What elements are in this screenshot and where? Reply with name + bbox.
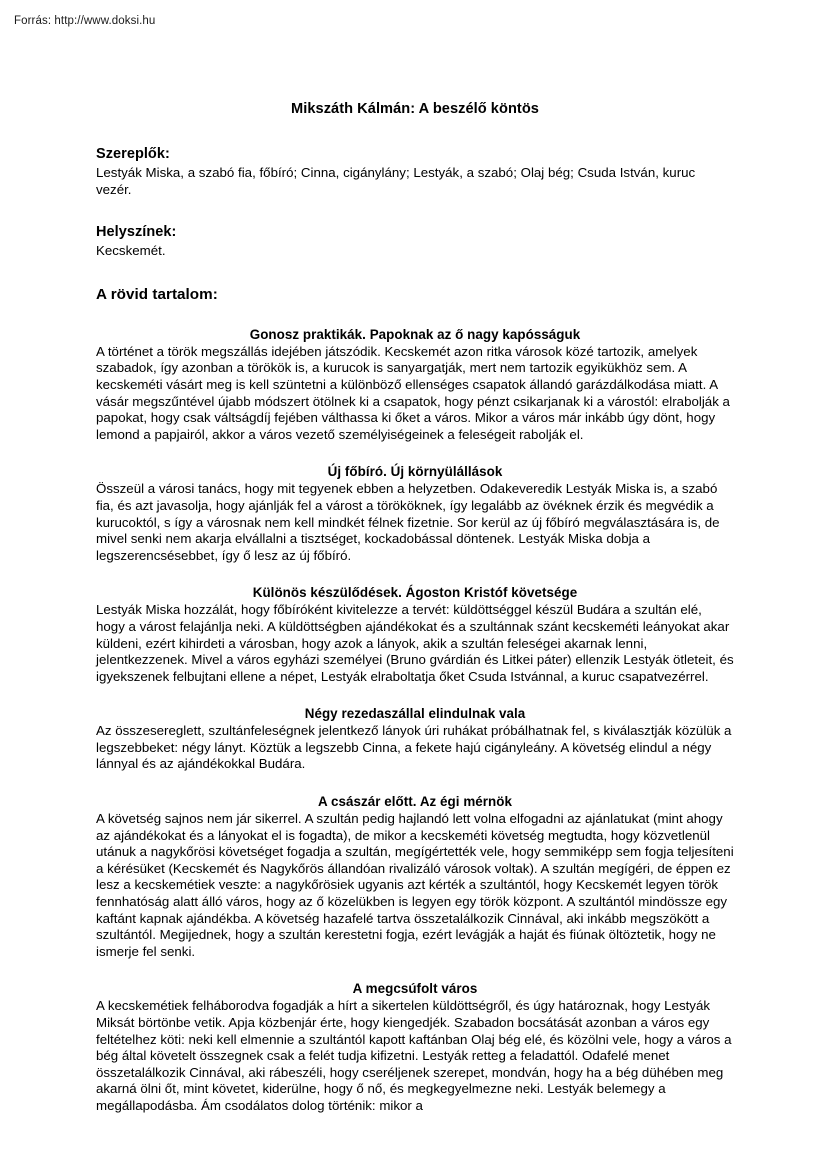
chapter-title: Új főbíró. Új környülállások: [327, 464, 503, 480]
chapter-title: A császár előtt. Az égi mérnök: [318, 794, 512, 810]
chapter-body: A történet a török megszállás idejében játszódik. Kecskemét azon ritka városok közé tartozik, amelyek szabadok, így azonban a törökök is, a kurucok is sanyargatják, mert nem tartozik egyikükhöz sem. A kecskeméti vásárt meg is kell szüntetni a különböző ellenséges csapatok állandó garázdálkodása miatt. A vásár megszűntével újabb módszert ötölnek ki a csapatok, hogy pénzt csikarjanak ki a várostól: elrabolják a papokat, hogy csak váltságdíj fejében válthassa ki őket a város. Mikor a város már inkább úgy dönt, hogy lemond a papjairól, akkor a város vezető személyiségeinek a feleségeit rabolják el.: [96, 343, 730, 442]
document-content: [96, 96, 734, 1115]
chapter-section: [96, 463, 734, 564]
chapter-body: Az összesereglett, szultánfeleségnek jelentkező lányok úri ruhákat próbálhatnak fel, s kiválasztják közülük a legszebbeket: négy lányt. Köztük a legszebb Cinna, a fekete hajú cigányleány. A követség elindul a négy lánnyal és az ajándékokkal Budára.: [96, 723, 732, 772]
chapter-body: Lestyák Miska hozzálát, hogy főbíróként kivitelezze a tervét: küldöttséggel készül Budára a szultán elé, hogy a várost felajánlja neki. A küldöttségben ajándékokat és a szultánnak szánt kecskeméti leányokat akar küldeni, ezért kihirdeti a városban, hogy azok a lányok, akik a szultán feleségei akarnak lenni, jelentkezzenek. Mivel a város egyházi személyei (Bruno gvárdián és Litkei páter) ellenzik Lestyák ötleteit, és igyekszenek felbujtani ellene a népet, Lestyák elraboltatja őket Csuda Istvánnal, a kuruc csapatvezérrel.: [96, 602, 734, 684]
chapter-section: [96, 326, 734, 444]
chapter-title: Gonosz praktikák. Papoknak az ő nagy kapósságuk: [249, 326, 581, 342]
chapter-title: Négy rezedaszállal elindulnak vala: [304, 706, 526, 722]
chapter-body: A követség sajnos nem jár sikerrel. A szultán pedig hajlandó lett volna elfogadni az ajánlatukat (mint ahogy az ajándékokat és a lányokat el is fogadta), de mikor a kecskeméti követség megtudta, hogy közvetlenül utánuk a nagykőrösi követséget fogadja a szultán, megígértették vele, hogy semmiképp sem fogja teljesíteni a kérésüket (Kecskemét és Nagykőrös állandóan rivalizáló városok voltak). A szultán megígéri, de éppen ez lesz a kecskemétiek veszte: a nagykőrösiek ugyanis azt kérték a szultántól, hogy Kecskemét legyen török fennhatóság alatt álló város, hogy az ő közelükben is legyen egy török központ. A szultántól mindössze egy kaftánt kapnak ajándékba. A követség hazafelé tartva összetalálkozik Cinnával, aki inkább megszökött a szultántól. Megijednek, hogy a szultán kerestetni fogja, ezért levágják a haját és fiúnak öltöztetik, hogy ne ismerje fel senki.: [96, 811, 734, 959]
summary-heading: A rövid tartalom:: [96, 285, 218, 303]
settings-text: Kecskemét.: [96, 243, 166, 259]
chapter-body: Összeül a városi tanács, hogy mit tegyenek ebben a helyzetben. Odakeveredik Lestyák Miska is, a szabó fia, és azt javasolja, hogy ajánlják fel a várost a törököknek, így legalább az övéknek érzik és megvédik a kurucoktól, s így a városnak nem kell mindkét félnek fizetnie. Sor kerül az új főbíró megválasztására is, de mivel senki nem akarja elvállalni a tisztséget, kockadobással döntenek. Lestyák Miska dobja a legszerencsésebbet, így ő lesz az új főbíró.: [96, 481, 720, 563]
chapter-title: Különös készülődések. Ágoston Kristóf követsége: [252, 585, 578, 601]
settings-heading: Helyszínek:: [96, 224, 177, 241]
page-title: Mikszáth Kálmán: A beszélő köntös: [291, 101, 539, 117]
characters-text: Lestyák Miska, a szabó fia, főbíró; Cinna, cigánylány; Lestyák, a szabó; Olaj bég; Csuda István, kuruc vezér.: [96, 165, 696, 197]
chapter-section: [96, 980, 734, 1114]
chapter-body: A kecskemétiek felháborodva fogadják a hírt a sikertelen küldöttségről, és úgy határoznak, hogy Lestyák Miksát börtönbe vetik. Apja közbenjár érte, hogy kiengedjék. Szabadon bocsátását azonban a város egy feltételhez köti: neki kell elmennie a szultántól kapott kaftánban Olaj bég elé, és közölni vele, hogy a város a bég által követelt összegnek csak a felét tudja kifizetni. Lestyák retteg a feladattól. Odafelé menet összetalálkozik Cinnával, aki rábeszéli, hogy cseréljenek szerepet, mondván, hogy ha a bég dühében meg akarná ölni őt, mint követet, kiderülne, hogy ő nő, és megkegyelmezne neki. Lestyák belemegy a megállapodásba. Ám csodálatos dolog történik: mikor a: [96, 998, 732, 1113]
chapter-section: [96, 584, 734, 685]
characters-heading: Szereplők:: [96, 146, 170, 162]
source-url-watermark: Forrás: http://www.doksi.hu: [14, 15, 156, 27]
chapter-section: [96, 793, 734, 960]
chapter-title: A megcsúfolt város: [352, 981, 478, 997]
chapter-section: [96, 705, 734, 773]
